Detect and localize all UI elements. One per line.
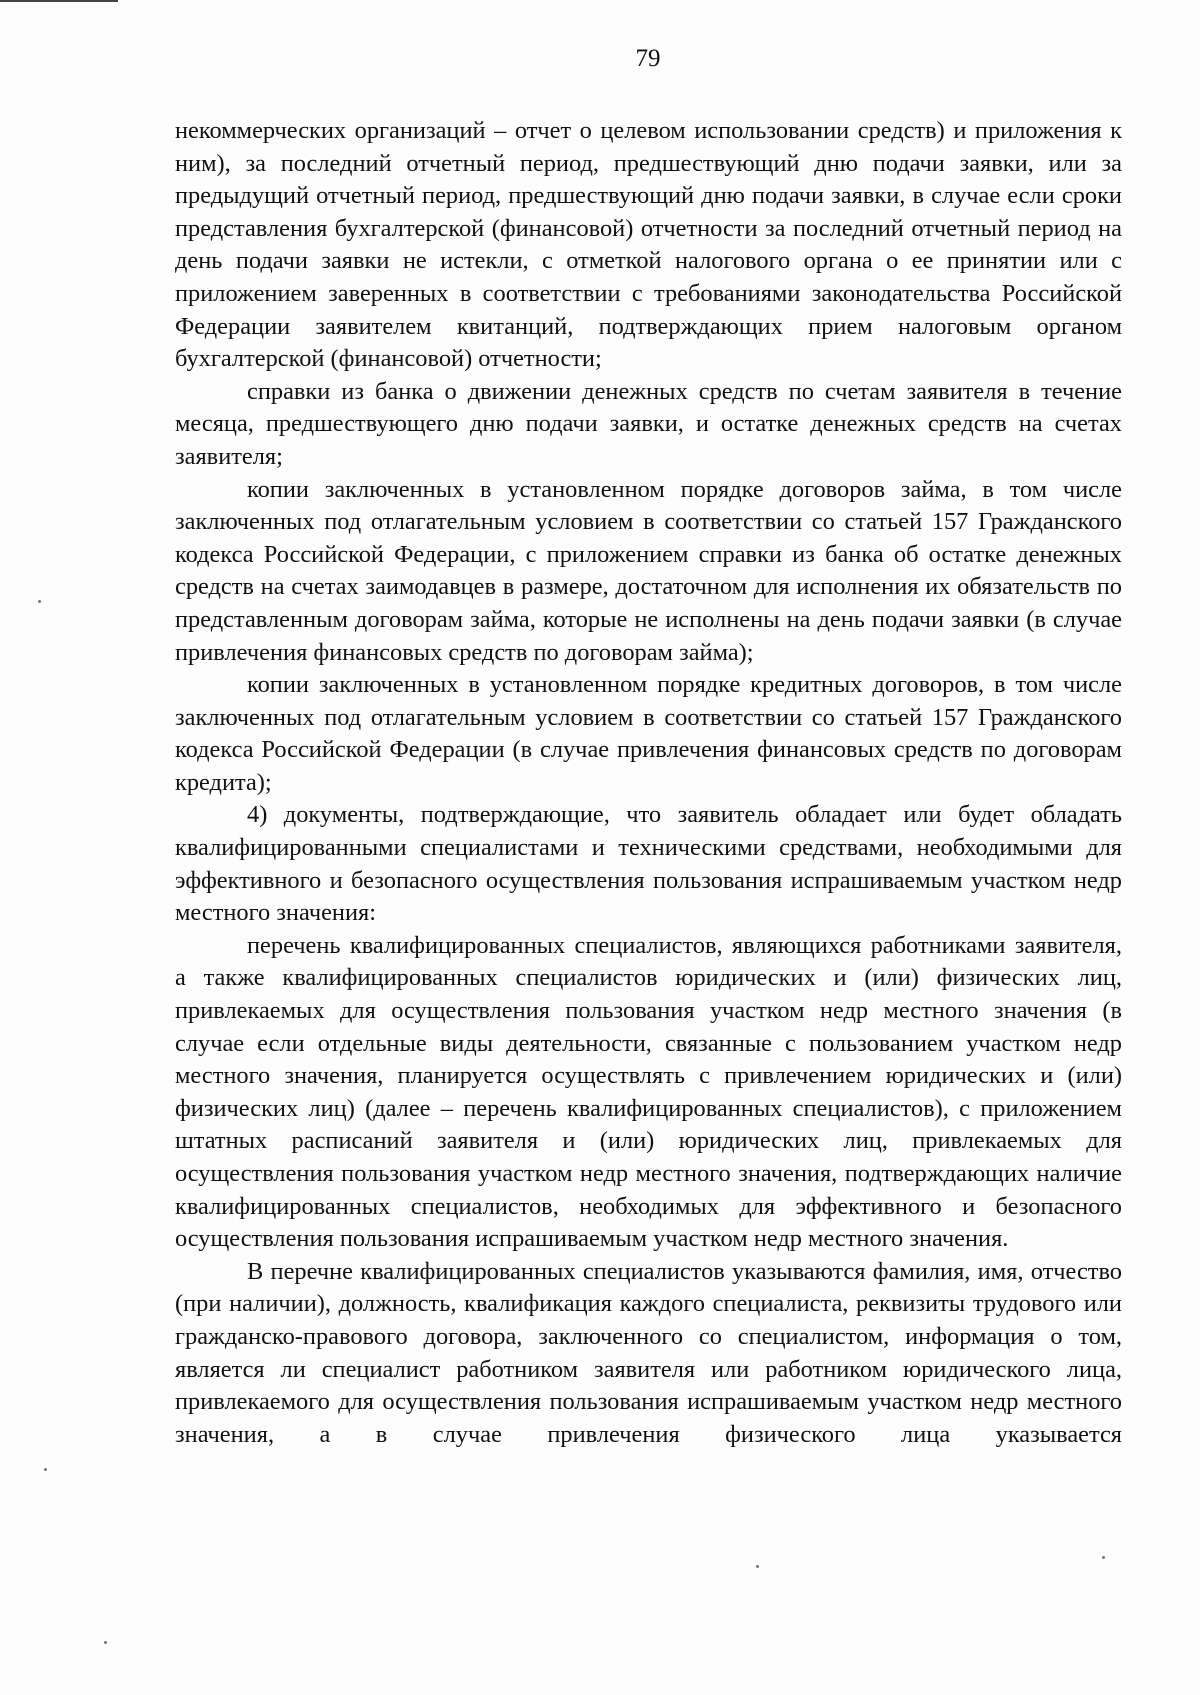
paragraph-specialists-list: перечень квалифицированных специалистов, являющихся работниками заявителя, а также квалифицированных специалистов юридических и (или) физических лиц, привлекаемых для осуществления пользования участком недр местного значения (в случае если отдельные виды деятельности, связанные с пользованием участком недр местного значения, планируется осуществлять с привлечением юридических и (или) физических лиц) (далее – перечень квалифицированных специалистов), с приложением штатных расписаний заявителя и (или) юридических лиц, привлекаемых для осуществления пользования участком недр местного значения, подтверждающих наличие квалифицированных специалистов, необходимых для эффективного и безопасного осуществления пользования испрашиваемым участком недр местного значения. — [175, 931, 1122, 1253]
page-number: 79 — [635, 45, 661, 72]
scan-speck — [104, 1641, 107, 1644]
paragraph-specialists-details: В перечне квалифицированных специалистов указываются фамилия, имя, отчество (при наличии), должность, квалификация каждого специалиста, реквизиты трудового или гражданско-правового договора, заключенного со специалистом, информация о том, является ли специалист работником заявителя или работником юридического лица, привлекаемого для осуществления пользования испрашиваемым участком недр местного значения, а в случае привлечения физического лица указывается — [175, 1257, 1122, 1448]
paragraph-continuation: некоммерческих организаций – отчет о целевом использовании средств) и приложения к ним), за последний отчетный период, предшествующий дню подачи заявки, или за предыдущий отчетный период, предшествующий дню подачи заявки, в случае если сроки представления бухгалтерской (финансовой) отчетности за последний отчетный период на день подачи заявки не истекли, с отметкой налогового органа о ее принятии или с приложением заверенных в соответствии с требованиями законодательства Российской Федерации заявителем квитанций, подтверждающих прием налоговым органом бухгалтерской (финансовой) отчетности; — [175, 117, 1122, 373]
paragraph-credit-agreements: копии заключенных в установленном порядке кредитных договоров, в том числе заключенных под отлагательным условием в соответствии со статьей 157 Гражданского кодекса Российской Федерации (в случае привлечения финансовых средств по договорам кредита); — [175, 671, 1122, 796]
scan-edge-line — [0, 0, 118, 2]
scan-speck — [1102, 1556, 1105, 1559]
scan-speck — [756, 1565, 759, 1568]
scan-speck — [44, 1468, 47, 1471]
scan-speck — [38, 600, 41, 603]
paragraph-bank-statements: справки из банка о движении денежных средств по счетам заявителя в течение месяца, предшествующего дню подачи заявки, и остатке денежных средств на счетах заявителя; — [175, 377, 1122, 470]
paragraph-item-4: 4) документы, подтверждающие, что заявитель обладает или будет обладать квалифицированными специалистами и техническими средствами, необходимыми для эффективного и безопасного осуществления пользования испрашиваемым участком недр местного значения: — [175, 801, 1122, 927]
document-body — [175, 115, 1122, 1451]
paragraph-loan-agreements: копии заключенных в установленном порядке договоров займа, в том числе заключенных под отлагательным условием в соответствии со статьей 157 Гражданского кодекса Российской Федерации, с приложением справки из банка об остатке денежных средств на счетах заимодавцев в размере, достаточном для исполнения их обязательств по представленным договорам займа, которые не исполнены на день подачи заявки (в случае привлечения финансовых средств по договорам займа); — [175, 475, 1122, 666]
